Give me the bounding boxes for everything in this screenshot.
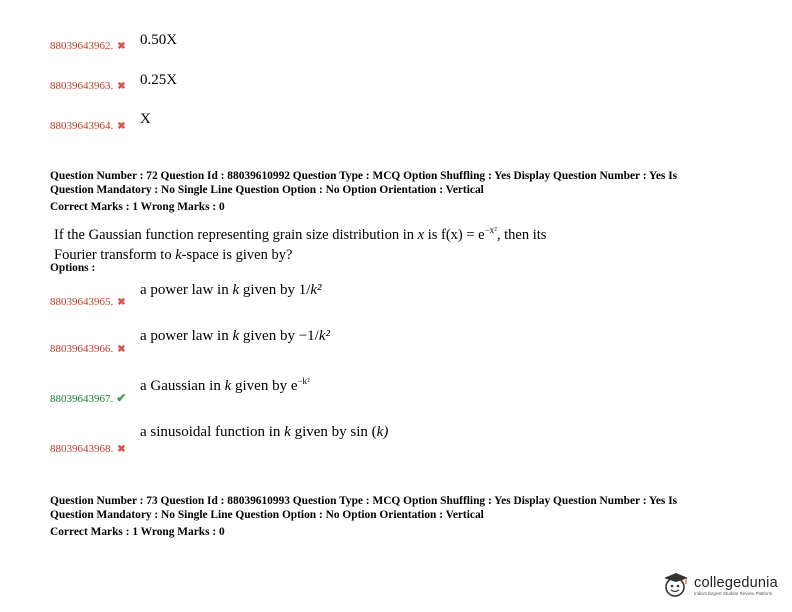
wrong-icon: ✖	[117, 81, 126, 92]
brand-name: collegedunia	[694, 574, 778, 591]
options-label: Options :	[50, 262, 96, 274]
option-text: a power law in k given by 1/k²	[140, 282, 322, 298]
wrong-icon: ✖	[117, 444, 126, 455]
check-icon: ✔	[116, 391, 127, 405]
brand-tagline: India's largest Student Review Platform	[694, 590, 773, 596]
marks-line: Correct Marks : 1 Wrong Marks : 0	[50, 526, 225, 538]
option-id: 88039643965. ✖	[50, 296, 126, 308]
question-text: If the Gaussian function representing grain size distribution in x is $f(x) = e^{-x^2}$, then its Fourier transform to k-space is given by?	[54, 225, 547, 263]
option-id: 88039643964. ✖	[50, 120, 126, 132]
option-text: a Gaussian in k given by $e^{-k^2}$	[140, 376, 310, 394]
wrong-icon: ✖	[117, 41, 126, 52]
wrong-icon: ✖	[117, 344, 126, 355]
option-id: 88039643962. ✖	[50, 40, 126, 52]
meta-line: Question Number : 72 Question Id : 88039610992 Question Type : MCQ Option Shuffling : Yes Display Question Number : Yes Is	[50, 170, 678, 182]
marks-line: Correct Marks : 1 Wrong Marks : 0	[50, 201, 225, 213]
wrong-icon: ✖	[117, 121, 126, 132]
meta-line: Question Number : 73 Question Id : 88039610993 Question Type : MCQ Option Shuffling : Yes Display Question Number : Yes Is	[50, 495, 678, 507]
option-id: 88039643963. ✖	[50, 80, 126, 92]
meta-line: Question Mandatory : No Single Line Question Option : No Option Orientation : Vertical	[50, 184, 484, 196]
meta-line: Question Mandatory : No Single Line Question Option : No Option Orientation : Vertical	[50, 509, 484, 521]
option-text: X	[140, 111, 151, 127]
question-73-meta	[50, 494, 677, 539]
option-text: 0.50X	[140, 32, 178, 48]
option-text: a power law in k given by −1/k²	[140, 328, 330, 344]
option-id: 88039643967. ✔	[50, 391, 127, 405]
wrong-icon: ✖	[117, 297, 126, 308]
option-id: 88039643966. ✖	[50, 343, 126, 355]
option-id: 88039643968. ✖	[50, 443, 126, 455]
question-72-meta	[50, 169, 677, 214]
option-text: a sinusoidal function in k given by sin (k)	[140, 424, 389, 440]
option-text: 0.25X	[140, 72, 178, 88]
brand-logo	[662, 572, 778, 598]
graduate-icon	[662, 572, 692, 598]
